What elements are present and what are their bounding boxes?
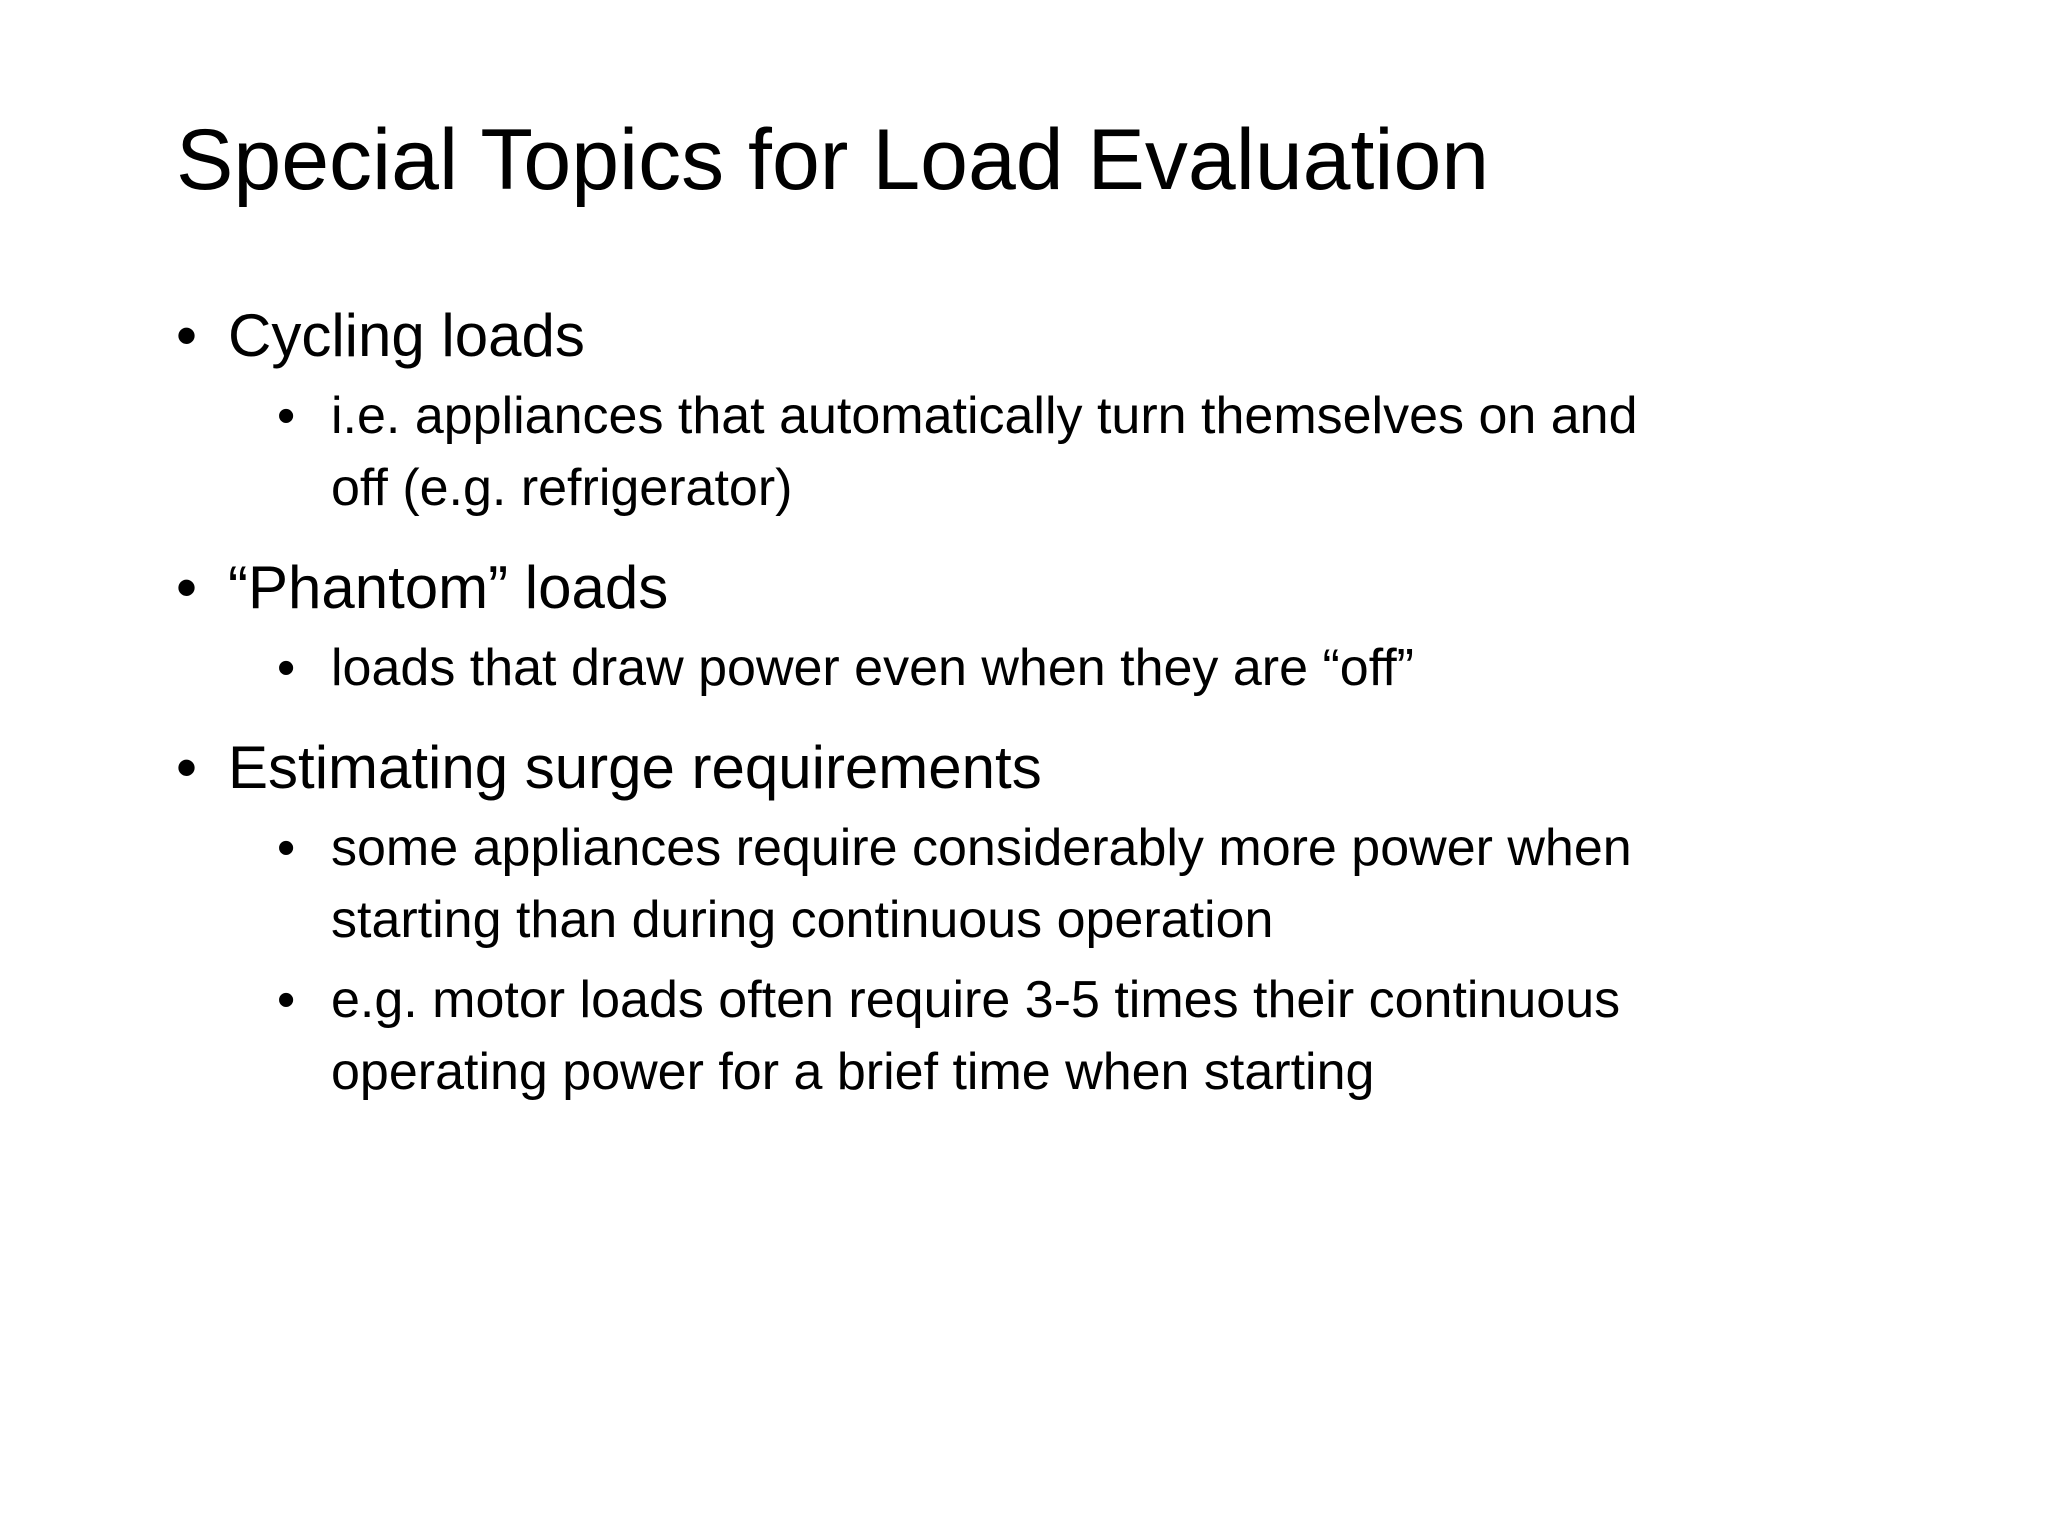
sub-bullet-line: starting than during continuous operation <box>331 891 1274 949</box>
bullet-phantom-loads <box>176 552 1936 624</box>
sub-bullet-line: i.e. appliances that automatically turn themselves on and <box>331 387 1638 445</box>
bullet-dot-icon: • <box>176 734 198 801</box>
bullet-dot-icon: • <box>176 302 198 369</box>
sub-bullet-surge-definition <box>176 812 1936 956</box>
slide-title: Special Topics for Load Evaluation <box>176 112 1490 208</box>
bullet-dot-icon: • <box>176 554 198 621</box>
sub-bullet-line: off (e.g. refrigerator) <box>331 459 793 517</box>
bullet-dot-icon: • <box>277 971 296 1029</box>
sub-bullet-line: loads that draw power even when they are “off” <box>331 639 1414 697</box>
sub-bullet-line: e.g. motor loads often require 3-5 times their continuous <box>331 971 1621 1029</box>
sub-bullet-surge-example <box>176 964 1936 1108</box>
bullet-cycling-loads <box>176 300 1936 372</box>
bullet-text: Cycling loads <box>228 302 585 369</box>
bullet-text: Estimating surge requirements <box>228 734 1042 801</box>
sub-bullet-cycling-definition <box>176 380 1936 524</box>
bullet-list <box>176 300 1936 1108</box>
sub-bullet-line: some appliances require considerably more power when <box>331 819 1632 877</box>
bullet-surge-requirements <box>176 732 1936 804</box>
bullet-dot-icon: • <box>277 387 296 445</box>
sub-bullet-line: operating power for a brief time when starting <box>331 1043 1375 1101</box>
bullet-text: “Phantom” loads <box>228 554 669 621</box>
bullet-dot-icon: • <box>277 819 296 877</box>
bullet-dot-icon: • <box>277 639 296 697</box>
sub-bullet-phantom-definition <box>176 632 1936 704</box>
